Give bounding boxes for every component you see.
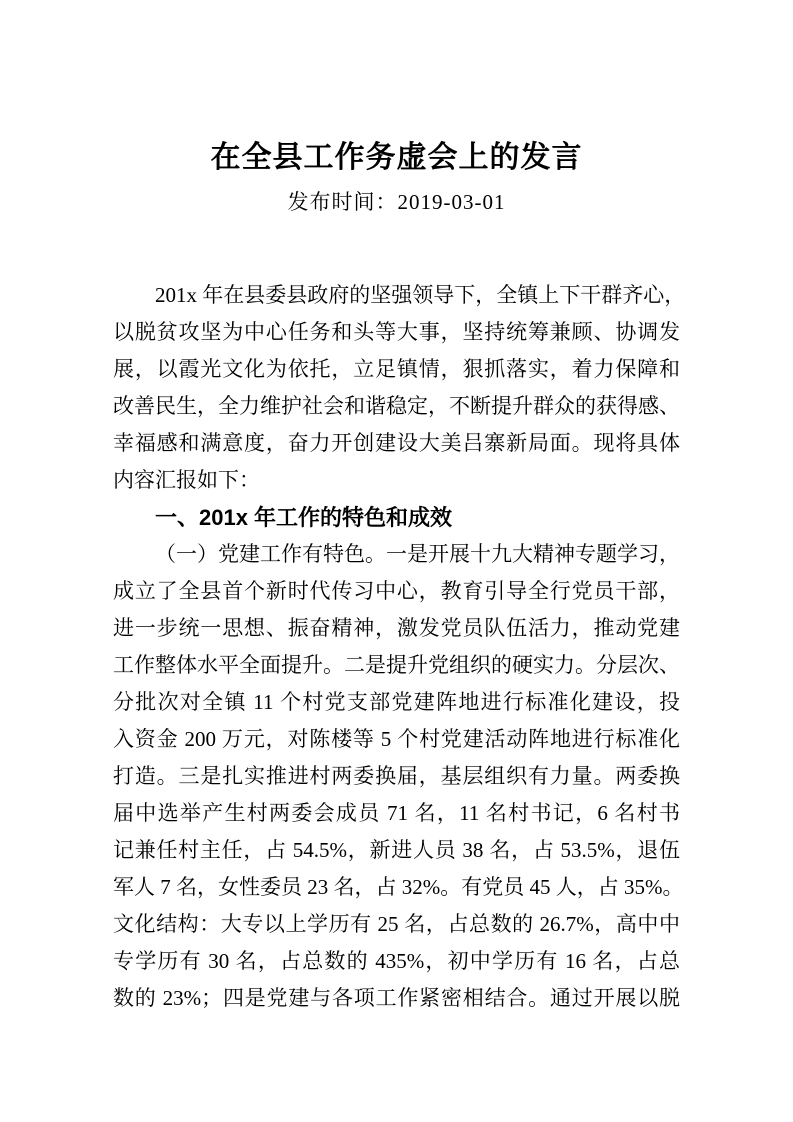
body-line: 记兼任村主任，占 54.5%，新进人员 38 名，占 53.5%，退伍 (113, 838, 680, 862)
body-line: 改善民生，全力维护社会和谐稳定，不断提升群众的获得感、 (113, 394, 680, 418)
section-heading: 一、201x 年工作的特色和成效 (155, 505, 453, 530)
document-body (113, 277, 686, 1017)
body-line: （一）党建工作有特色。一是开展十九大精神专题学习， (155, 542, 680, 566)
body-line: 数的 23%；四是党建与各项工作紧密相结合。通过开展以脱 (113, 986, 680, 1010)
body-line: 工作整体水平全面提升。二是提升党组织的硬实力。分层次、 (113, 653, 680, 677)
body-line: 内容汇报如下： (113, 468, 260, 492)
body-line: 进一步统一思想、振奋精神，激发党员队伍活力，推动党建 (113, 616, 680, 640)
body-line: 幸福感和满意度，奋力开创建设大美吕寨新局面。现将具体 (113, 431, 680, 455)
body-line: 展，以霞光文化为依托，立足镇情，狠抓落实，着力保障和 (113, 357, 680, 381)
publish-date: 发布时间：2019-03-01 (287, 190, 506, 214)
body-line: 打造。三是扎实推进村两委换届，基层组织有力量。两委换 (113, 764, 680, 788)
body-line: 成立了全县首个新时代传习中心，教育引导全行党员干部， (113, 579, 680, 603)
page-title: 在全县工作务虚会上的发言 (210, 141, 583, 174)
body-line: 以脱贫攻坚为中心任务和头等大事，坚持统筹兼顾、协调发 (113, 320, 680, 344)
body-line: 201x 年在县委县政府的坚强领导下，全镇上下干群齐心， (155, 283, 686, 307)
body-line: 入资金 200 万元，对陈楼等 5 个村党建活动阵地进行标准化 (113, 727, 680, 751)
body-line: 文化结构：大专以上学历有 25 名，占总数的 26.7%，高中中 (113, 912, 680, 936)
body-line: 分批次对全镇 11 个村党支部党建阵地进行标准化建设，投 (113, 690, 680, 714)
body-line: 军人 7 名，女性委员 23 名，占 32%。有党员 45 人，占 35%。 (113, 875, 684, 899)
body-line: 专学历有 30 名，占总数的 435%，初中学历有 16 名，占总 (113, 949, 680, 973)
body-line: 届中选举产生村两委会成员 71 名，11 名村书记，6 名村书 (113, 801, 680, 825)
